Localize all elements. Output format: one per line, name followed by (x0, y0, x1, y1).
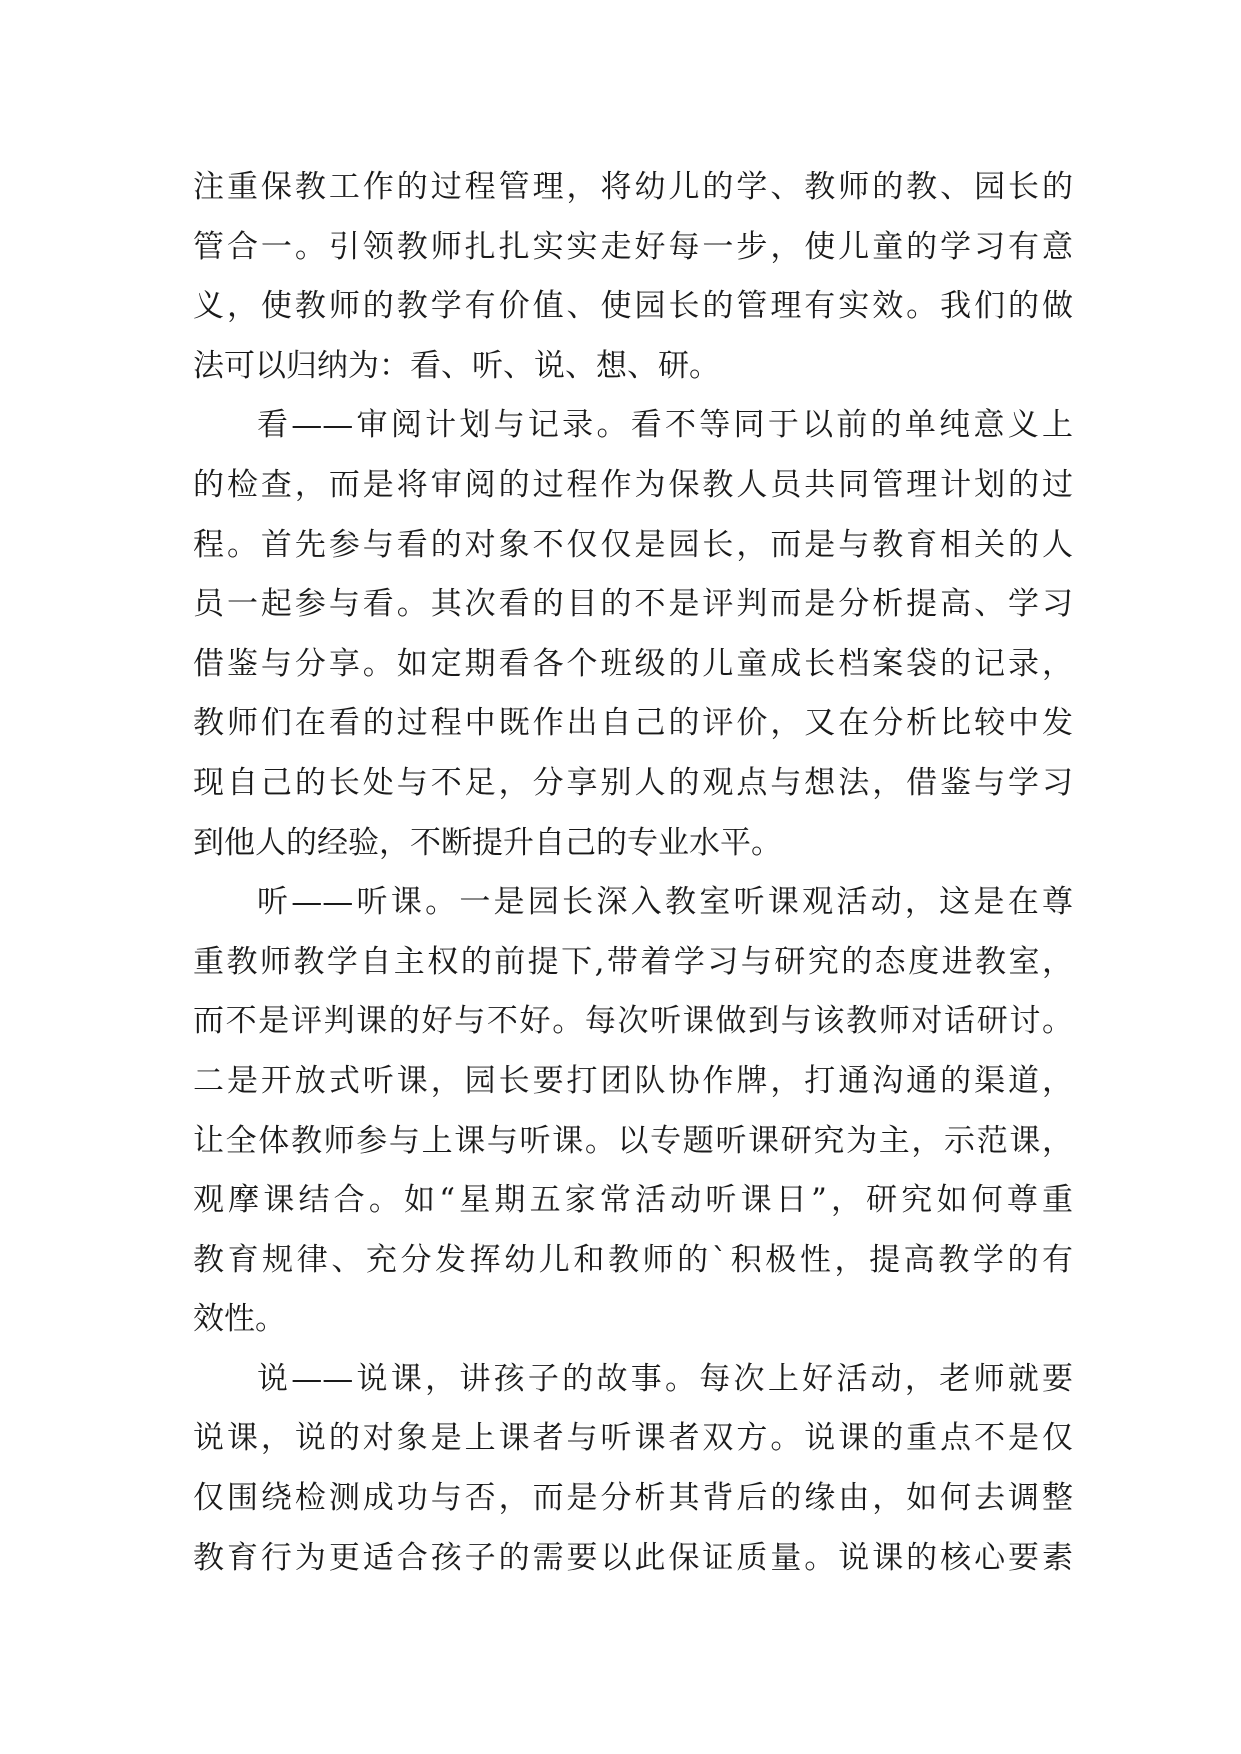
paragraph-first-line: 说——说课，讲孩子的故事。每次上好活动，老师就要 (257, 1360, 1073, 1397)
text-line: 教育行为更适合孩子的需要以此保证质量。说课的核心要素 (193, 1539, 1073, 1576)
body-text (193, 158, 1073, 1588)
text-line: 员一起参与看。其次看的目的不是评判而是分析提高、学习 (193, 586, 1073, 623)
paragraph-first-line: 听——听课。一是园长深入教室听课观活动，这是在尊 (257, 884, 1073, 921)
text-line: 效性。 (193, 1301, 286, 1338)
text-line: 二是开放式听课，园长要打团队协作牌，打通沟通的渠道， (193, 1062, 1073, 1099)
text-line: 教育规律、充分发挥幼儿和教师的`积极性，提高教学的有 (193, 1241, 1073, 1278)
paragraph-first-line: 看——审阅计划与记录。看不等同于以前的单纯意义上 (257, 407, 1073, 444)
text-line: 到他人的经验，不断提升自己的专业水平。 (193, 824, 782, 861)
text-line: 注重保教工作的过程管理，将幼儿的学、教师的教、园长的 (193, 169, 1073, 205)
text-line: 法可以归纳为：看、听、说、想、研。 (193, 347, 720, 384)
text-line: 仅围绕检测成功与否，而是分析其背后的缘由，如何去调整 (193, 1480, 1073, 1517)
text-line: 说课，说的对象是上课者与听课者双方。说课的重点不是仅 (193, 1420, 1073, 1457)
text-line: 借鉴与分享。如定期看各个班级的儿童成长档案袋的记录， (193, 645, 1073, 682)
text-line: 重教师教学自主权的前提下,带着学习与研究的态度进教室， (193, 943, 1073, 980)
text-line: 让全体教师参与上课与听课。以专题听课研究为主，示范课， (193, 1122, 1073, 1159)
text-line: 教师们在看的过程中既作出自己的评价，又在分析比较中发 (193, 705, 1073, 742)
text-line: 现自己的长处与不足，分享别人的观点与想法，借鉴与学习 (193, 764, 1073, 801)
text-line: 义，使教师的教学有价值、使园长的管理有实效。我们的做 (193, 288, 1073, 325)
text-line: 的检查，而是将审阅的过程作为保教人员共同管理计划的过 (193, 466, 1073, 503)
text-line: 程。首先参与看的对象不仅仅是园长，而是与教育相关的人 (193, 526, 1073, 563)
text-line: 管合一。引领教师扎扎实实走好每一步，使儿童的学习有意 (193, 228, 1073, 265)
text-line: 观摩课结合。如“星期五家常活动听课日”，研究如何尊重 (193, 1182, 1073, 1219)
text-line: 而不是评判课的好与不好。每次听课做到与该教师对话研讨。 (193, 1003, 1073, 1040)
